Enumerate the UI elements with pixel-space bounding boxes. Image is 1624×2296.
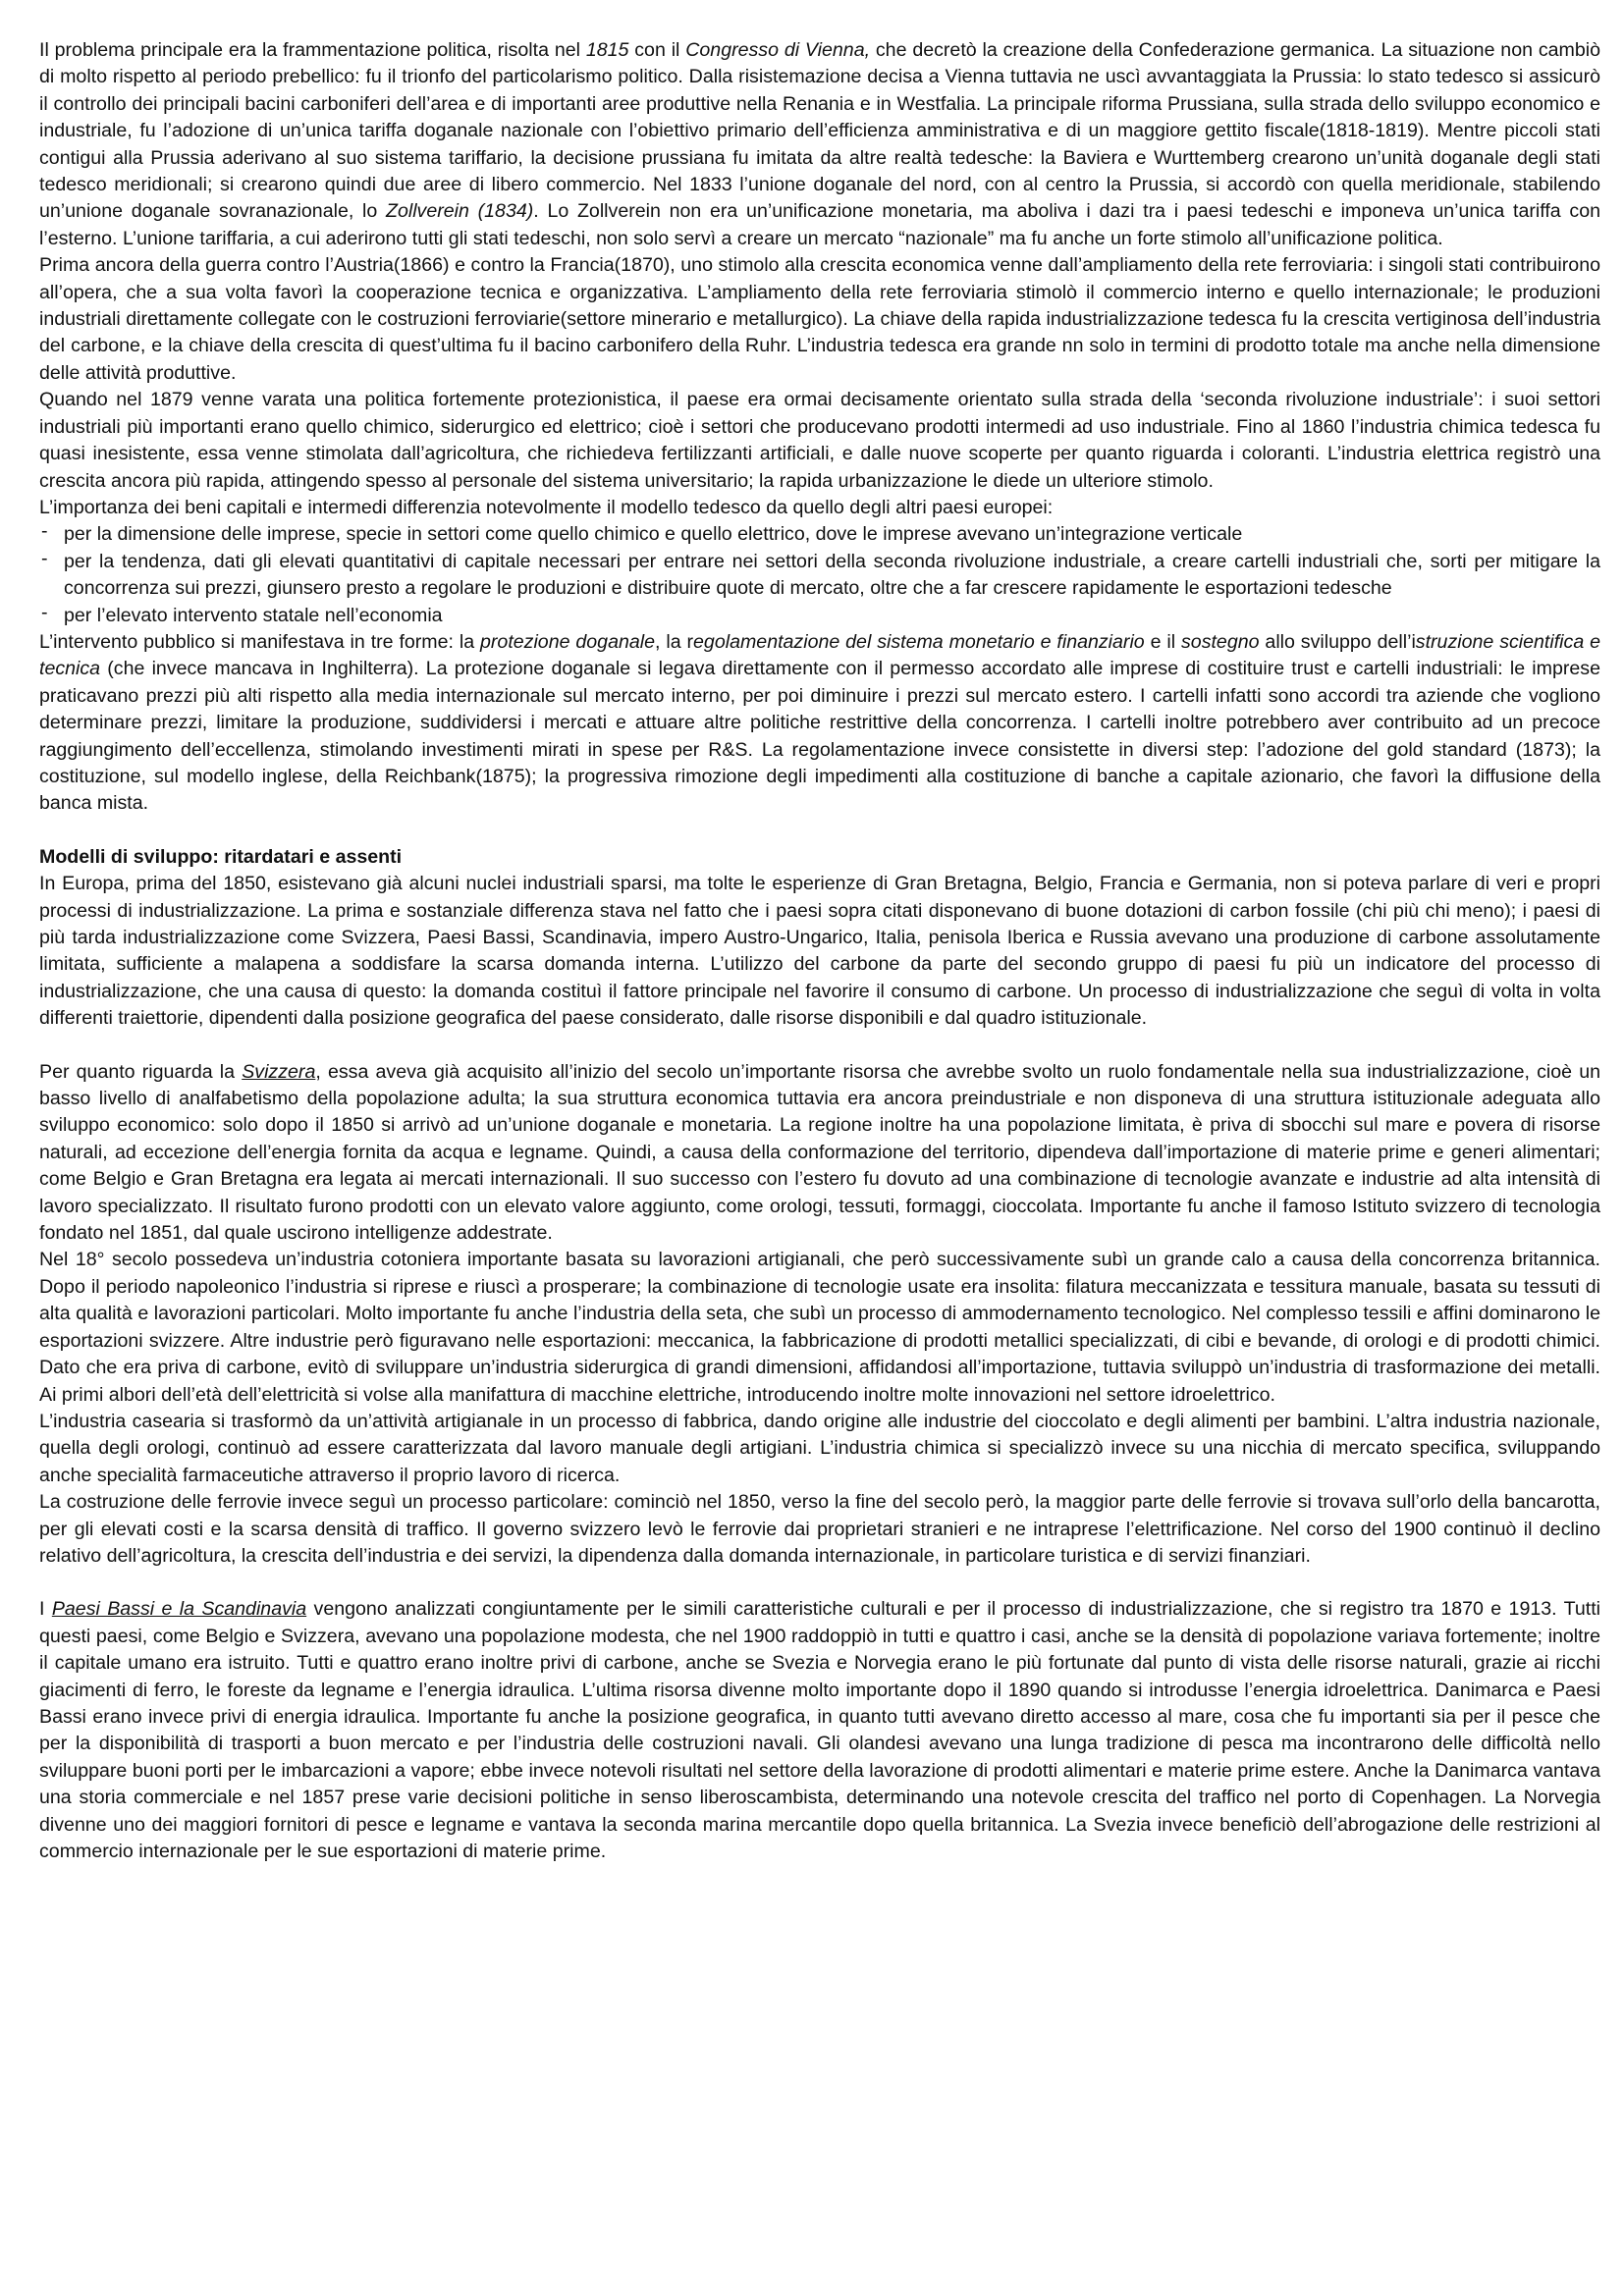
- paragraph-germania-unificazione: Il problema principale era la frammentazione politica, risolta nel 1815 con il Congresso di Vienna, che decretò la creazione della Confederazione germanica. La situazione non cambiò di molto rispetto al periodo prebellico: fu il trionfo del particolarismo politico. Dalla risistemazione decisa a Vienna tuttavia ne uscì avvantaggiata la Prussia: lo stato tedesco si assicurò il controllo dei principali bacini carboniferi dell’area e di importanti aree produttive nella Renania e in Westfalia. La principale riforma Prussiana, sulla strada dello sviluppo economico e industriale, fu l’adozione di un’unica tariffa doganale nazionale con l’obiettivo primario dell’efficienza amministrativa e di un maggiore gettito fiscale(1818-1819). Mentre piccoli stati contigui alla Prussia aderivano al suo sistema tariffario, la decisione prussiana fu imitata da altre realtà tedesche: la Baviera e Wurttemberg crearono un’unità doganale degli stati tedesco meridionali; si crearono quindi due aree di libero commercio. Nel 1833 l’unione doganale del nord, con al centro la Prussia, si accordò con quella meridionale, stabilendo un’unione doganale sovranazionale, lo Zollverein (1834). Lo Zollverein non era un’unificazione monetaria, ma aboliva i dazi tra i paesi tedeschi e imponeva un’unica tariffa con l’esterno. L’unione tariffaria, a cui aderirono tutti gli stati tedeschi, non solo servì a creare un mercato “nazionale” ma fu anche un forte stimolo all’unificazione politica.: [39, 39, 1600, 249]
- congresso-di-vienna: Congresso di Vienna,: [685, 39, 871, 61]
- paragraph-paesi-bassi-scandinavia: I Paesi Bassi e la Scandinavia vengono analizzati congiuntamente per le simili caratteristiche culturali e per il processo di industrializzazione, che si registro tra 1870 e 1913. Tutti questi paesi, come Belgio e Svizzera, avevano una popolazione modesta, che nel 1900 raddoppiò in tutti e quattro i casi, anche se la densità di popolazione variava fortemente; inoltre il capitale umano era istruito. Tutti e quattro erano inoltre privi di carbone, anche se Svezia e Norvegia erano le più fortunate dal punto di vista delle risorse naturali, grazie ai ricchi giacimenti di ferro, le foreste da legname e l’energia idraulica. L’ultima risorsa divenne molto importante dopo il 1890 quando si introdusse l’energia idroelettrica. Danimarca e Paesi Bassi erano invece privi di energia idraulica. Importante fu anche la posizione geografica, in quanto tutti avevano diretto accesso al mare, cosa che fu importanti sia per il pesce che per la disponibilità di trasporti a buon mercato e per l’industria delle costruzioni navali. Gli olandesi avevano una lunga tradizione di pesca ma incontrarono delle difficoltà nello sviluppare buoni porti per le imbarcazioni a vapore; ebbe invece notevoli risultati nel settore della lavorazione di prodotti alimentari e materie prime estere. Anche la Danimarca vantava una storia commerciale e nel 1857 prese varie decisioni politiche in senso liberoscambista, determinando una notevole crescita del traffico nel porto di Copenhagen. La Norvegia divenne uno dei maggiori fornitori di pesce e legname e vantava la seconda marina mercantile dopo quella britannica. La Svezia invece beneficiò dell’abrogazione delle restrizioni al commercio internazionale per le sue esportazioni di materie prime.: [39, 1598, 1600, 1862]
- paragraph-intervento-pubblico: L’intervento pubblico si manifestava in tre forme: la protezione doganale, la regolamentazione del sistema monetario e finanziario e il sostegno allo sviluppo dell’istruzione scientifica e tecnica (che invece mancava in Inghilterra). La protezione doganale si legava direttamente con il permesso accordato alle imprese di costituire trust e cartelli industriali: le imprese praticavano prezzi più alti rispetto alla media internazionale sul mercato interno, per poi diminuire i prezzi sul mercato estero. I cartelli infatti sono accordi tra aziende che vogliono determinare prezzi, limitare la produzione, suddividersi i mercati e attuare altre politiche restrittive della concorrenza. I cartelli inoltre potrebbero aver contribuito ad un precoce raggiungimento dell’eccellenza, stimolando investimenti mirati in spese per R&S. La regolamentazione invece consistette in diversi step: l’adozione del gold standard (1873); la costituzione, sul modello inglese, della Reichbank(1875); la progressiva rimozione degli impedimenti alla costituzione di banche a capitale azionario, che favorì la diffusione della banca mista.: [39, 630, 1601, 815]
- paragraph-industria-casearia: L’industria casearia si trasformò da un’attività artigianale in un processo di fabbrica, dando origine alle industrie del cioccolato e degli alimenti per bambini. L’altra industria nazionale, quella degli orologi, continuò ad essere caratterizzata dal lavoro manuale degli artigiani. L’industria chimica si specializzò invece su una nicchia di mercato specifica, sviluppando anche specialità farmaceutiche attraverso il proprio lavoro di ricerca.: [39, 1410, 1600, 1486]
- list-item: - per la tendenza, dati gli elevati quantitativi di capitale necessari per entrare nei settori della seconda rivoluzione industriale, a creare cartelli industriali che, sorti per mitigare la concorrenza sui prezzi, giunsero presto a regolare le produzioni e distribuire quote di mercato, oltre che a far crescere rapidamente le esportazioni tedesche: [39, 549, 1600, 603]
- spacer: [39, 1033, 1600, 1059]
- svizzera-term: Svizzera: [242, 1060, 316, 1083]
- paragraph-modello-tedesco: L’importanza dei beni capitali e intermedi differenzia notevolmente il modello tedesco da quello degli altri paesi europei:: [39, 496, 1054, 518]
- zollverein: Zollverein (1834): [385, 200, 534, 223]
- spacer: [39, 818, 1600, 844]
- list-modello-tedesco: [39, 521, 1600, 629]
- paragraph-seconda-rivoluzione: Quando nel 1879 venne varata una politica fortemente protezionistica, il paese era ormai decisamente orientato sulla strada della ‘seconda rivoluzione industriale’: i suoi settori industriali più importanti erano quello chimico, siderurgico ed elettrico; cioè i settori che producevano prodotti intermedi ad uso industriale. Fino al 1860 l’industria chimica tedesca fu quasi inesistente, essa venne stimolata dall’agricoltura, che richiedeva fertilizzanti artificiali, e dalle nuove scoperte per quanto riguarda i coloranti. L’industria elettrica registrò una crescita ancora più rapida, attingendo spesso al personale del sistema universitario; la rapida urbanizzazione le diede un ulteriore stimolo.: [39, 389, 1600, 492]
- paragraph-svizzera: Per quanto riguarda la Svizzera, essa aveva già acquisito all’inizio del secolo un’importante risorsa che avrebbe svolto un ruolo fondamentale nella sua industrializzazione, cioè un basso livello di analfabetismo della popolazione adulta; la sua struttura economica tuttavia era ancora preindustriale e non disponeva di una struttura istituzionale adeguata allo sviluppo economico: solo dopo il 1850 si arrivò ad un’unione doganale e monetaria. La regione inoltre ha una popolazione limitata, è priva di sbocchi sul mare e povera di risorse naturali, ad eccezione dell’energia fornita da acqua e legname. Quindi, a causa della conformazione del territorio, dipendeva dall’importazione di materie prime e generi alimentari; come Belgio e Gran Bretagna era legata ai mercati internazionali. Il suo successo con l’estero fu dovuto ad una combinazione di tecnologie avanzate e industrie ad alta intensità di lavoro specializzato. Il risultato furono prodotti con un elevato valore aggiunto, come orologi, tessuti, formaggi, cioccolata. Importante fu anche il famoso Istituto svizzero di tecnologia fondato nel 1851, dal quale uscirono intelligenze addestrate.: [39, 1060, 1600, 1245]
- section-heading: Modelli di sviluppo: ritardatari e assenti: [39, 845, 403, 868]
- spacer: [39, 1570, 1600, 1596]
- list-item: - per l’elevato intervento statale nell’economia: [39, 603, 1600, 629]
- date-1815: 1815: [585, 39, 629, 61]
- paragraph-europa-1850: In Europa, prima del 1850, esistevano già alcuni nuclei industriali sparsi, ma tolte le esperienze di Gran Bretagna, Belgio, Francia e Germania, non si poteva parlare di veri e propri processi di industrializzazione. La prima e sostanziale differenza stava nel fatto che i paesi sopra citati disponevano di buone dotazioni di carbon fossile (chi più chi meno); i paesi di più tarda industrializzazione come Svizzera, Paesi Bassi, Scandinavia, impero Austro-Ungarico, Italia, penisola Iberica e Russia avevano una produzione di carbone assolutamente limitata, sufficiente a malapena a soddisfare la scarsa domanda interna. L’utilizzo del carbone da parte del secondo gruppo di paesi fu più un indicatore del processo di industrializzazione, che una causa di questo: la domanda costituì il fattore principale nel favorire il consumo di carbone. Un processo di industrializzazione che seguì di volta in volta differenti traiettorie, dipendenti dalla posizione geografica del paese considerato, dalle risorse disponibili e dal quadro istituzionale.: [39, 873, 1600, 1030]
- paesi-bassi-scandinavia-term: Paesi Bassi e la Scandinavia: [51, 1598, 307, 1621]
- paragraph-industria-cotoniera: Nel 18° secolo possedeva un’industria cotoniera importante basata su lavorazioni artigianali, che però successivamente subì un grande calo a causa della concorrenza britannica. Dopo il periodo napoleonico l’industria si riprese e riuscì a prosperare; la combinazione di tecnologie usate era insolita: filatura meccanizzata e tessitura manuale, basata su tessuti di alta qualità e lavorazioni particolari. Molto importante fu anche l’industria della seta, che subì un processo di ammodernamento tecnologico. Nel complesso tessili e affini dominarono le esportazioni svizzere. Altre industrie però figuravano nelle esportazioni: meccanica, la fabbricazione di prodotti metallici specializzati, di cibi e bevande, di orologi e di prodotti chimici. Dato che era priva di carbone, evitò di sviluppare un’industria siderurgica di grandi dimensioni, affidandosi all’importazione, tuttavia sviluppò un’industria di trasformazione dei metalli. Ai primi albori dell’età dell’elettricità si volse alla manifattura di macchine elettriche, introducendo inoltre molte innovazioni nel settore idroelettrico.: [39, 1249, 1600, 1406]
- document-page: [39, 37, 1600, 1865]
- list-item: - per la dimensione delle imprese, specie in settori come quello chimico e quello elettrico, dove le imprese avevano un’integrazione verticale: [39, 521, 1600, 548]
- paragraph-ferrovie-svizzere: La costruzione delle ferrovie invece seguì un processo particolare: cominciò nel 1850, verso la fine del secolo però, la maggior parte delle ferrovie si trovava sull’orlo della bancarotta, per gli elevati costi e la scarsa densità di traffico. Il governo svizzero levò le ferrovie dai proprietari stranieri e ne intraprese l’elettrificazione. Nel corso del 1900 continuò il declino relativo dell’agricoltura, la crescita dell’industria e dei servizi, la dipendenza dalla domanda internazionale, in particolare turistica e di servizi finanziari.: [39, 1491, 1600, 1567]
- paragraph-rete-ferroviaria: Prima ancora della guerra contro l’Austria(1866) e contro la Francia(1870), uno stimolo alla crescita economica venne dall’ampliamento della rete ferroviaria: i singoli stati contribuirono all’opera, che a sua volta favorì la cooperazione tecnica e organizzativa. L’ampliamento della rete ferroviaria stimolò il commercio interno e quello internazionale; le produzioni industriali direttamente collegate con le costruzioni ferroviarie(settore minerario e metallurgico). La chiave della rapida industrializzazione tedesca fu la crescita vertiginosa dell’industria del carbone, e la chiave della crescita di quest’ultima fu il bacino carbonifero della Ruhr. L’industria tedesca era grande nn solo in termini di prodotto totale ma anche nella dimensione delle attività produttive.: [39, 254, 1600, 384]
